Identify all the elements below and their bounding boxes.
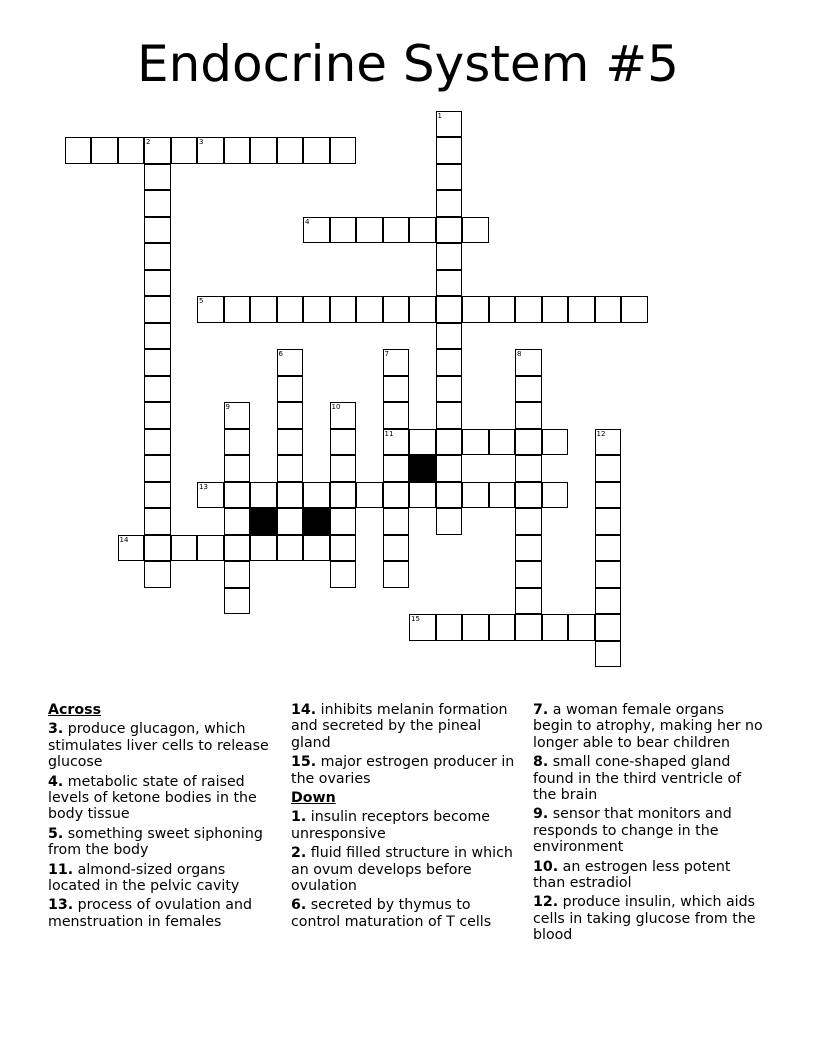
- grid-cell[interactable]: [197, 296, 224, 323]
- grid-cell[interactable]: [197, 535, 224, 562]
- clue-number-label: 13.: [48, 897, 74, 914]
- grid-cell[interactable]: [595, 429, 622, 456]
- grid-cell[interactable]: [595, 455, 622, 482]
- clue-number-label: 5.: [48, 825, 64, 842]
- grid-cell[interactable]: [250, 137, 277, 164]
- grid-cell[interactable]: [436, 376, 463, 403]
- grid-cell[interactable]: [436, 402, 463, 429]
- clue-number: 9: [225, 403, 230, 411]
- grid-cell[interactable]: [436, 217, 463, 244]
- grid-cell[interactable]: [330, 217, 357, 244]
- page-title: Endocrine System #5: [137, 35, 679, 93]
- grid-cell[interactable]: [542, 482, 569, 509]
- grid-cell[interactable]: [409, 429, 436, 456]
- clue-number-label: 12.: [533, 894, 559, 911]
- clue: [533, 806, 765, 855]
- clue-text: process of ovulation and menstruation in females: [48, 897, 252, 930]
- clue-number-label: 11.: [48, 861, 74, 878]
- grid-cell[interactable]: [515, 402, 542, 429]
- grid-cell[interactable]: [595, 482, 622, 509]
- grid-cell[interactable]: [515, 482, 542, 509]
- clue-text: fluid filled structure in which an ovum develops before ovulation: [291, 845, 513, 895]
- grid-cell[interactable]: [197, 137, 224, 164]
- grid-cell[interactable]: [515, 429, 542, 456]
- clue: [291, 897, 523, 930]
- grid-cell[interactable]: [330, 296, 357, 323]
- grid-cell[interactable]: [462, 482, 489, 509]
- clue: [291, 754, 523, 787]
- grid-cell[interactable]: [144, 137, 171, 164]
- grid-cell[interactable]: [436, 190, 463, 217]
- grid-cell[interactable]: [224, 535, 251, 562]
- clue: [48, 826, 280, 859]
- grid-cell[interactable]: [118, 137, 145, 164]
- grid-cell[interactable]: [436, 296, 463, 323]
- clue-text: major estrogen producer in the ovaries: [291, 754, 515, 787]
- clue-text: sensor that monitors and responds to change in the environment: [533, 806, 732, 856]
- grid-cell[interactable]: [383, 535, 410, 562]
- grid-cell[interactable]: [383, 217, 410, 244]
- clue: [533, 754, 765, 803]
- grid-cell[interactable]: [144, 535, 171, 562]
- clue-number: 5: [199, 297, 204, 305]
- clue-number-label: 10.: [533, 858, 559, 875]
- grid-cell[interactable]: [568, 614, 595, 641]
- clue-text: secreted by thymus to control maturation of T cells: [291, 897, 492, 930]
- grid-cell[interactable]: [621, 296, 648, 323]
- grid-cell[interactable]: [595, 561, 622, 588]
- clue-number-label: 6.: [291, 897, 307, 914]
- black-cell: [303, 508, 330, 535]
- grid-cell[interactable]: [409, 296, 436, 323]
- grid-cell[interactable]: [489, 429, 516, 456]
- grid-cell[interactable]: [436, 243, 463, 270]
- grid-cell[interactable]: [65, 137, 92, 164]
- grid-cell[interactable]: [224, 508, 251, 535]
- grid-cell[interactable]: [515, 561, 542, 588]
- grid-cell[interactable]: [515, 349, 542, 376]
- clue-number: 1: [437, 111, 442, 120]
- clue-text: metabolic state of raised levels of ketone bodies in the body tissue: [48, 773, 257, 823]
- black-cell: [409, 455, 436, 482]
- grid-cell[interactable]: [144, 243, 171, 270]
- grid-cell[interactable]: [489, 482, 516, 509]
- grid-cell[interactable]: [224, 482, 251, 509]
- clue-number: 6: [278, 350, 283, 358]
- grid-cell[interactable]: [250, 482, 277, 509]
- grid-cell[interactable]: [224, 429, 251, 456]
- clue: [48, 721, 280, 770]
- grid-cell[interactable]: [542, 614, 569, 641]
- clue-number-label: 4.: [48, 773, 64, 790]
- clue: [291, 702, 523, 751]
- grid-cell[interactable]: [436, 614, 463, 641]
- grid-cell[interactable]: [277, 455, 304, 482]
- grid-cell[interactable]: [171, 535, 198, 562]
- grid-cell[interactable]: [277, 535, 304, 562]
- grid-cell[interactable]: [595, 641, 622, 668]
- grid-cell[interactable]: [144, 455, 171, 482]
- grid-cell[interactable]: [330, 429, 357, 456]
- down-heading: Down: [291, 790, 336, 807]
- grid-cell[interactable]: [224, 296, 251, 323]
- clues-column-3: [533, 702, 765, 947]
- grid-cell[interactable]: [595, 296, 622, 323]
- grid-cell[interactable]: [409, 482, 436, 509]
- grid-cell[interactable]: [330, 561, 357, 588]
- clue-text: small cone-shaped gland found in the third ventricle of the brain: [533, 754, 742, 804]
- clue-number: 15: [411, 615, 420, 623]
- grid-cell[interactable]: [515, 588, 542, 615]
- grid-cell[interactable]: [144, 296, 171, 323]
- clue: [48, 897, 280, 930]
- clue: [48, 774, 280, 823]
- grid-cell[interactable]: [144, 429, 171, 456]
- clue-text: a woman female organs begin to atrophy, making her no longer able to bear children: [533, 702, 763, 751]
- clue-text: produce insulin, which aids cells in taking glucose from the blood: [533, 894, 756, 944]
- grid-cell[interactable]: [383, 429, 410, 456]
- black-cell: [250, 508, 277, 535]
- grid-cell[interactable]: [356, 482, 383, 509]
- grid-cell[interactable]: [489, 614, 516, 641]
- clue-number-label: 8.: [533, 754, 549, 771]
- clue-number-label: 15.: [291, 754, 317, 771]
- clue-text: produce glucagon, which stimulates liver cells to release glucose: [48, 721, 269, 771]
- grid-cell[interactable]: [595, 614, 622, 641]
- grid-cell[interactable]: [515, 535, 542, 562]
- grid-cell[interactable]: [383, 508, 410, 535]
- clue: [533, 859, 765, 892]
- grid-cell[interactable]: [303, 217, 330, 244]
- clue-number-label: 2.: [291, 845, 307, 862]
- grid-cell[interactable]: [277, 508, 304, 535]
- grid-cell[interactable]: [356, 217, 383, 244]
- grid-cell[interactable]: [383, 349, 410, 376]
- grid-cell[interactable]: [144, 217, 171, 244]
- clue-number-label: 1.: [291, 809, 307, 826]
- grid-cell[interactable]: [383, 561, 410, 588]
- grid-cell[interactable]: [436, 508, 463, 535]
- grid-cell[interactable]: [515, 296, 542, 323]
- grid-cell[interactable]: [277, 349, 304, 376]
- clue-number: 14: [119, 535, 129, 544]
- clue: [48, 862, 280, 895]
- clue-text: an estrogen less potent than estradiol: [533, 858, 731, 892]
- grid-cell[interactable]: [515, 455, 542, 482]
- grid-cell[interactable]: [462, 429, 489, 456]
- grid-cell[interactable]: [595, 588, 622, 615]
- grid-cell[interactable]: [144, 190, 171, 217]
- grid-cell[interactable]: [330, 508, 357, 535]
- grid-cell[interactable]: [515, 508, 542, 535]
- clue-number-label: 7.: [533, 702, 549, 718]
- grid-cell[interactable]: [436, 323, 463, 350]
- grid-cell[interactable]: [436, 429, 463, 456]
- grid-cell[interactable]: [436, 349, 463, 376]
- clue-number-label: 14.: [291, 702, 317, 718]
- grid-cell[interactable]: [303, 535, 330, 562]
- grid-cell[interactable]: [489, 296, 516, 323]
- clue-number-label: 3.: [48, 721, 64, 738]
- grid-cell[interactable]: [383, 402, 410, 429]
- clue-number: 8: [517, 350, 522, 358]
- grid-cell[interactable]: [542, 429, 569, 456]
- clue: [291, 845, 523, 894]
- grid-cell[interactable]: [462, 217, 489, 244]
- clues-column-1: [48, 702, 280, 933]
- grid-cell[interactable]: [330, 137, 357, 164]
- clue-number: 10: [331, 403, 341, 411]
- grid-cell[interactable]: [277, 137, 304, 164]
- grid-cell[interactable]: [197, 482, 224, 509]
- grid-cell[interactable]: [144, 482, 171, 509]
- grid-cell[interactable]: [144, 508, 171, 535]
- clue-number: 13: [199, 482, 208, 491]
- grid-cell[interactable]: [144, 164, 171, 191]
- grid-cell[interactable]: [144, 349, 171, 376]
- grid-cell[interactable]: [595, 508, 622, 535]
- grid-cell[interactable]: [91, 137, 118, 164]
- clue: [533, 702, 765, 751]
- grid-cell[interactable]: [515, 376, 542, 403]
- grid-cell[interactable]: [409, 217, 436, 244]
- grid-cell[interactable]: [118, 535, 145, 562]
- grid-cell[interactable]: [144, 402, 171, 429]
- grid-cell[interactable]: [330, 455, 357, 482]
- clue-text: something sweet siphoning from the body: [48, 825, 263, 859]
- clue-number: 3: [199, 138, 204, 146]
- grid-cell[interactable]: [224, 561, 251, 588]
- grid-cell[interactable]: [383, 296, 410, 323]
- grid-cell[interactable]: [277, 402, 304, 429]
- grid-cell[interactable]: [330, 482, 357, 509]
- grid-cell[interactable]: [462, 614, 489, 641]
- grid-cell[interactable]: [568, 296, 595, 323]
- grid-cell[interactable]: [224, 137, 251, 164]
- grid-cell[interactable]: [515, 614, 542, 641]
- grid-cell[interactable]: [224, 455, 251, 482]
- grid-cell[interactable]: [144, 270, 171, 297]
- grid-cell[interactable]: [171, 137, 198, 164]
- grid-cell[interactable]: [250, 535, 277, 562]
- clue-number: 4: [305, 217, 310, 226]
- grid-cell[interactable]: [277, 429, 304, 456]
- grid-cell[interactable]: [224, 402, 251, 429]
- grid-cell[interactable]: [303, 482, 330, 509]
- clue: [533, 894, 765, 943]
- grid-cell[interactable]: [383, 455, 410, 482]
- clue-text: almond-sized organs located in the pelvic cavity: [48, 861, 240, 895]
- grid-cell[interactable]: [277, 376, 304, 403]
- clue-number: 7: [384, 350, 389, 358]
- grid-cell[interactable]: [277, 482, 304, 509]
- grid-cell[interactable]: [436, 482, 463, 509]
- grid-cell[interactable]: [277, 296, 304, 323]
- grid-cell[interactable]: [542, 296, 569, 323]
- clue-number: 12: [596, 429, 606, 438]
- clue-text: insulin receptors become unresponsive: [291, 809, 491, 842]
- grid-cell[interactable]: [224, 588, 251, 615]
- clue: [291, 809, 523, 842]
- clue-number: 2: [146, 138, 151, 146]
- grid-cell[interactable]: [356, 296, 383, 323]
- grid-cell[interactable]: [436, 137, 463, 164]
- grid-cell[interactable]: [383, 482, 410, 509]
- grid-cell[interactable]: [383, 376, 410, 403]
- grid-cell[interactable]: [436, 455, 463, 482]
- grid-cell[interactable]: [436, 111, 463, 138]
- clues-column-2: [291, 702, 523, 933]
- grid-cell[interactable]: [144, 561, 171, 588]
- grid-cell[interactable]: [436, 270, 463, 297]
- grid-cell[interactable]: [303, 137, 330, 164]
- clue-number: 11: [384, 429, 394, 438]
- grid-cell[interactable]: [436, 164, 463, 191]
- grid-cell[interactable]: [595, 535, 622, 562]
- grid-cell[interactable]: [250, 296, 277, 323]
- clue-number-label: 9.: [533, 806, 549, 823]
- grid-cell[interactable]: [144, 376, 171, 403]
- grid-cell[interactable]: [303, 296, 330, 323]
- grid-cell[interactable]: [330, 402, 357, 429]
- grid-cell[interactable]: [330, 535, 357, 562]
- across-heading: Across: [48, 702, 102, 718]
- clue-text: inhibits melanin formation and secreted by the pineal gland: [291, 702, 508, 751]
- grid-cell[interactable]: [409, 614, 436, 641]
- grid-cell[interactable]: [144, 323, 171, 350]
- grid-cell[interactable]: [462, 296, 489, 323]
